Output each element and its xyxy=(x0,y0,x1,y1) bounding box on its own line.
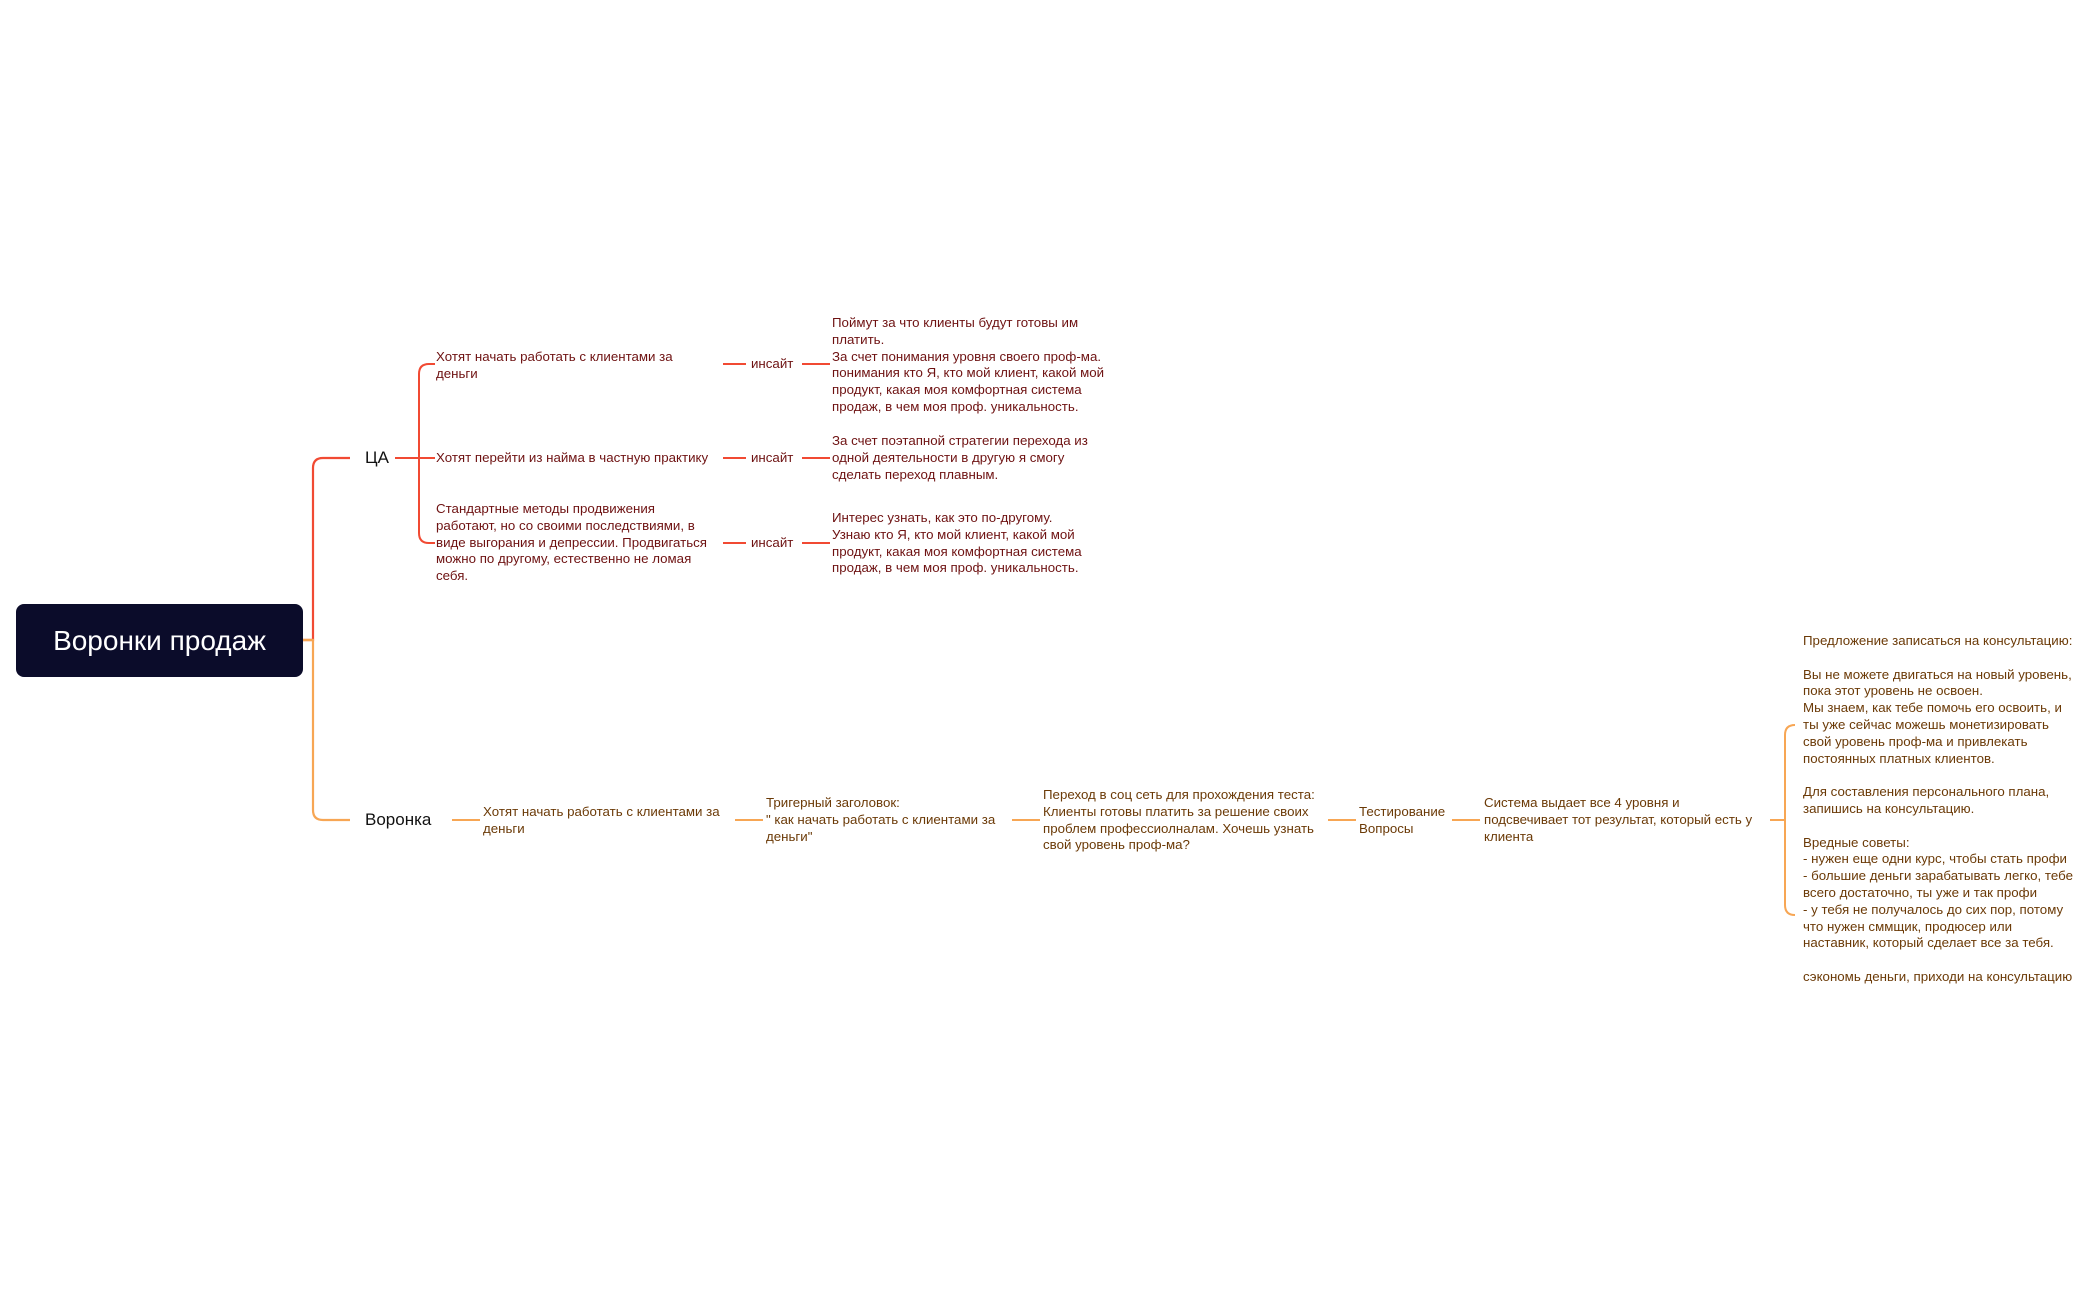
branch-funnel[interactable] xyxy=(365,810,431,830)
ca-segment-1[interactable]: Хотят начать работать с клиентами за деньги xyxy=(436,349,673,381)
ca-insight-label-3[interactable]: инсайт xyxy=(751,535,794,550)
ca-insight-label-1[interactable]: инсайт xyxy=(751,356,794,371)
funnel-step-3[interactable]: Переход в соц сеть для прохождения теста: Клиенты готовы платить за решение своих проблем профессиолналам. Хочешь узнать свой уровень проф-ма? xyxy=(1043,787,1315,853)
ca-insight-2[interactable]: За счет поэтапной стратегии перехода из одной деятельности в другую я смогу сделать переход плавным. xyxy=(832,433,1088,482)
link-root-ca xyxy=(303,458,350,640)
root-node[interactable] xyxy=(16,604,303,677)
ca-segment-2[interactable]: Хотят перейти из найма в частную практику xyxy=(436,450,709,465)
ca-insight-label-2[interactable]: инсайт xyxy=(751,450,794,465)
ca-insight-3[interactable]: Интерес узнать, как это по-другому. Узнаю кто Я, кто мой клиент, какой мой продукт, какая моя комфортная система продаж, в чем моя проф. уникальность. xyxy=(832,510,1082,576)
branch-ca-label: ЦА xyxy=(365,448,389,467)
funnel-step-4[interactable]: Тестирование Вопросы xyxy=(1359,804,1446,836)
branch-ca[interactable] xyxy=(365,448,389,468)
link-ca-segment-1 xyxy=(395,364,435,458)
branch-funnel-label: Воронка xyxy=(365,810,432,829)
funnel-step-6[interactable]: Предложение записаться на консультацию: Вы не можете двигаться на новый уровень, пока этот уровень не освоен. Мы знаем, как тебе помочь его освоить, и ты уже сейчас можешь монетизировать свой уровень проф-ма и привлекать постоянных платных клиентов. Для составления персонального плана, запишись на консультацию. Вредные советы: - нужен еще одни курс, чтобы стать профи - большие деньги зарабатывать легко, тебе всего достаточно, ты уже и так профи - у тебя не получалось до сих пор, потому что нужен сммщик, продюсер или наставник, который сделает все за тебя. сэкономь деньги, приходи на консультацию xyxy=(1803,633,2073,984)
funnel-step-1[interactable]: Хотят начать работать с клиентами за деньги xyxy=(483,804,720,836)
funnel-step-2[interactable]: Тригерный заголовок: " как начать работать с клиентами за деньги" xyxy=(766,795,996,844)
link-root-funnel xyxy=(303,640,350,820)
root-title: Воронки продаж xyxy=(53,624,266,656)
ca-segment-3[interactable]: Стандартные методы продвижения работают, но со своими последствиями, в виде выгорания и депрессии. Продвигаться можно по другому, естественно не ломая себя. xyxy=(436,501,708,584)
link-ca-segment-3 xyxy=(395,458,435,543)
ca-insight-1[interactable]: Поймут за что клиенты будут готовы им платить. За счет понимания уровня своего проф-ма. понимания кто Я, кто мой клиент, какой мой продукт, какая моя комфортная система продаж, в чем моя проф. уникальность. xyxy=(832,315,1105,414)
funnel-step-5[interactable]: Система выдает все 4 уровня и подсвечивает тот результат, который есть у клиента xyxy=(1484,795,1753,844)
